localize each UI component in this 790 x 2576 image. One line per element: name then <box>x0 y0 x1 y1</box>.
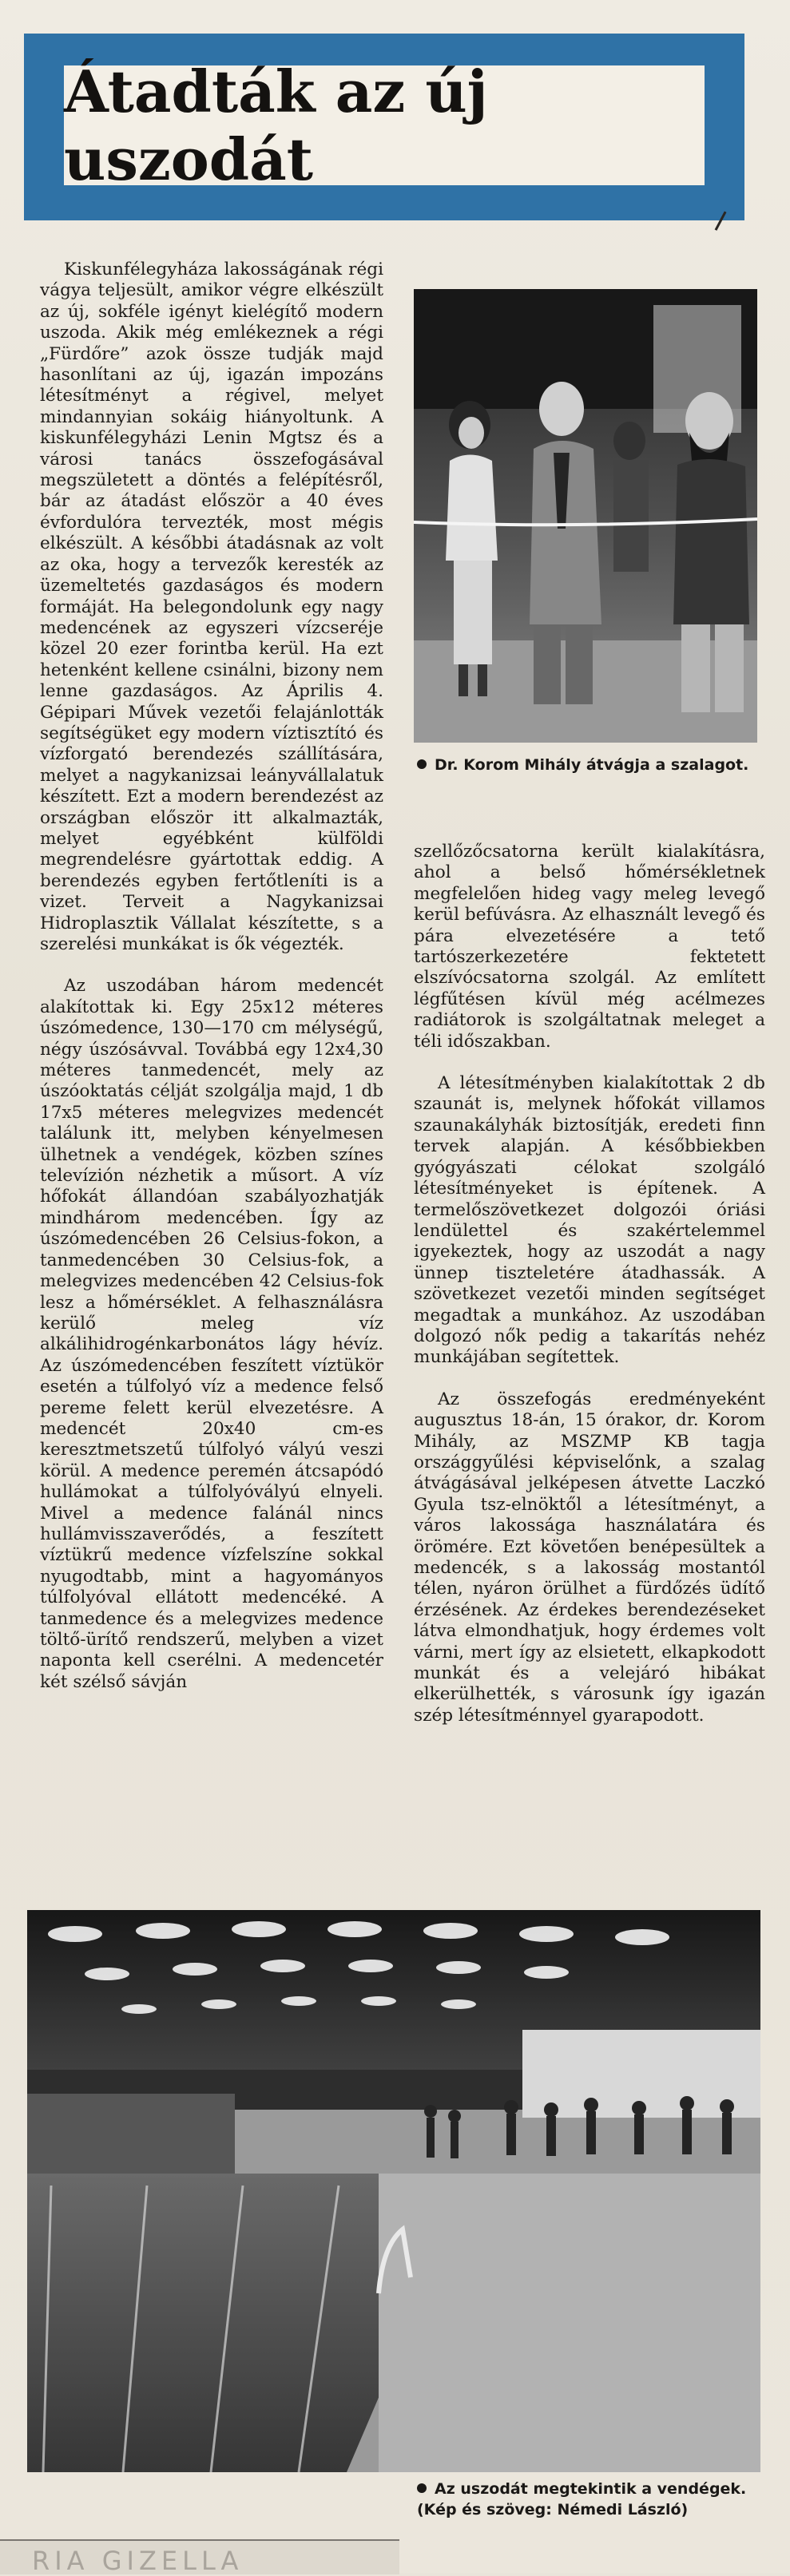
headline-panel <box>64 57 705 193</box>
paragraph: A létesítményben kialakítottak 2 db szaunát is, melynek hőfokát villamos szaunakályhák biztosítják, eredeti finn tervek alapján. A későbbiekben gyógyászati célokat szolgáló létesítményeket is építenek. A termelőszövetkezet dolgozói óriási lendülettel és szakértelemmel igyekeztek, hogy az uszodát a nagy ünnep tiszteletére átadhassák. A szövetkezet vezetői minden segítséget megadtak a munkához. Az uszodában dolgozó nők pedig a takarítás nehéz munkájában segítettek. <box>414 1073 765 1368</box>
pool-hall-photo <box>27 1910 760 2472</box>
photo-caption-top <box>417 755 760 775</box>
headline-frame <box>24 34 744 220</box>
paragraph: Az uszodában három medencét alakítottak ki. Egy 25x12 méteres úszómedence, 130—170 cm mélységű, négy úszósávval. Továbbá egy 12x4,30 méteres tanmedencét, mely az úszóoktatás célját szolgálja majd, 1 db 17x5 méteres melegvizes medencét találunk itt, melyben kényelmesen ülhetnek a vendégek, közben színes televízión nézhetik a műsort. A víz hőfokát állandóan szabályozhatják mindhárom medencében. Így az úszómedencében 26 Celsius-fokon, a tanmedencében 30 Celsius-fok, a melegvizes medencében 42 Celsius-fok lesz a hőmérséklet. A felhasználásra kerülő meleg víz alkálihidrogénkarbonátos lágy hévíz. Az úszómedencében feszített víztükör esetén a túlfolyó víz a medence felső pereme felett kerül elvezetésre. A medencét 20x40 cm-es keresztmetszetű túlfolyó vályú veszi körül. A medence peremén átcsapódó hullámokat a túlfolyóvályú elnyeli. Mivel a medence falánál nincs hullámvisszaverődés, a feszített víztükrű medence vízfelszíne sokkal nyugodtabb, mint a hagyományos túlfolyóval ellátott medencéké. A tanmedence és a melegvizes medence töltő-ürítő rendszerű, melyben a vizet naponta kell cserélni. A medencetér két szélső sávján <box>40 976 383 1692</box>
ribbon-cutting-photo <box>414 289 757 743</box>
bullet-icon <box>417 2483 427 2493</box>
left-text-column <box>40 260 383 1693</box>
article-title: Átadták az új uszodát <box>64 57 488 193</box>
paragraph: szellőzőcsatorna került kialakításra, ahol a belső hőmérsékletnek megfelelően hideg vagy meleg levegő kerül befúvásra. Az elhasznált levegő és pára elvezetésére a tető tartószerkezetére fektetett elszívócsatorna szolgál. Az említett légfűtésen kívül még acélmezes radiátorok is szolgáltatnak meleget a téli időszakban. <box>414 842 765 1052</box>
paragraph: Az összefogás eredményeként augusztus 18-án, 15 órakor, dr. Korom Mihály, az MSZMP KB tagja országgyűlési képviselőnk, a szalag átvágásával jelképesen átvette Laczkó Gyula tsz-elnöktől a létesítményt, a város lakossága használatára és örömére. Ezt követően benépesültek a medencék, s a lakosság mostantól télen, nyáron örülhet a fürdőzés üdítő érzésének. Az érdekes berendezéseket látva elmondhatjuk, hogy érdemes volt várni, mert így az elsietett, elkapkodott munkát és a velejáró hibákat elkerülhették, s városunk így igazán szép létesítménnyel gyarapodott. <box>414 1389 765 1726</box>
paragraph: Kiskunfélegyháza lakosságának régi vágya teljesült, amikor végre elkészült az új, sokféle igényt kielégítő modern uszoda. Akik még emlékeznek a régi „Fürdőre” azok össze tudják majd hasonlítani az új, igazán impozáns létesítményt a régivel, melyet mindannyian sokáig hiányoltunk. A kiskunfélegyházi Lenin Mgtsz és a városi tanács összefogásával megszületett a döntés a felépítésről, bár az átadást először a 40 éves évfordulóra tervezték, most mégis elkészült. A későbbi átadásnak az volt az oka, hogy a tervezők keresték az üzemeltetés gazdaságos és modern formáját. Ha belegondolunk egy nagy medencének az egyszeri vízcseréje közel 20 ezer forintba kerül. Ha ezt hetenként kellene csinálni, bizony nem lenne gazdaságos. Az Április 4. Gépipari Művek vezetői felajánlották segítségüket egy modern víztisztító és vízforgató berendezés szállítására, melyet a nagykanizsai leányvállalatuk készített. Ezt a modern berendezést az országban először itt alkalmazták, melyet egyébként külföldi megrendelésre gyártottak eddig. A berendezés egyben fertőtleníti is a vizet. Terveit a Nagykanizsai Hidroplasztik Vállalat készítette, s a szerelési munkákat is ők végezték. <box>40 260 383 954</box>
caption-text: Dr. Korom Mihály átvágja a szalagot. <box>435 756 749 774</box>
stamp-text: RIA GIZELLA <box>32 2546 244 2576</box>
right-text-column <box>414 842 765 1726</box>
bullet-icon <box>417 759 427 769</box>
photo-caption-bottom <box>417 2479 760 2520</box>
archive-stamp <box>0 2539 399 2574</box>
caption-text: Az uszodát megtekintik a vendégek. (Kép és szöveg: Némedi László) <box>417 2480 747 2519</box>
